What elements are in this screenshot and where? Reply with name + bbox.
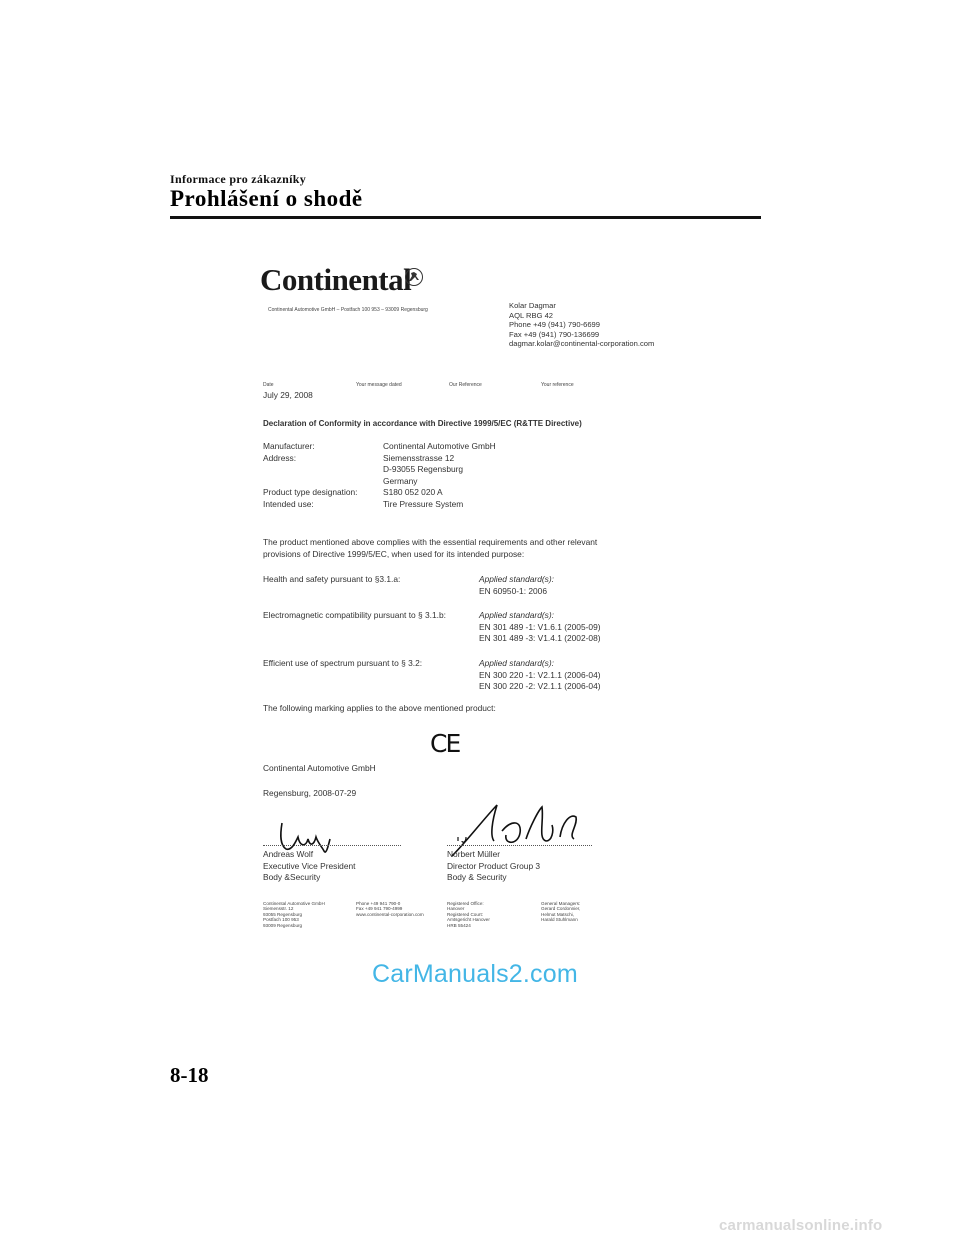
- carmanuals-watermark: CarManuals2.com: [372, 960, 578, 988]
- intro-line: The product mentioned above complies with the essential requirements and other relevant: [263, 537, 598, 547]
- field-row: [263, 464, 523, 476]
- field-value: Siemensstrasse 12: [383, 452, 455, 463]
- field-label: Product type designation:: [263, 487, 358, 498]
- intro-line: provisions of Directive 1999/5/EC, when used for its intended purpose:: [263, 548, 525, 559]
- field-value: S180 052 020 A: [383, 487, 443, 498]
- field-label: [263, 476, 383, 488]
- contact-dept: AQL RBG 42: [509, 310, 554, 320]
- field-value: Germany: [383, 475, 418, 486]
- field-value: Continental Automotive GmbH: [383, 441, 496, 451]
- sender-line: Continental Automotive GmbH – Postfach 100 953 – 93009 Regensburg: [268, 307, 428, 313]
- req-label-emc: Electromagnetic compatibility pursuant to § 3.1.b:: [263, 610, 446, 620]
- field-label: Manufacturer:: [263, 441, 315, 451]
- compliance-intro: [263, 537, 597, 560]
- site-watermark: carmanualsonline.info: [719, 1217, 883, 1234]
- field-value: D-93055 Regensburg: [383, 464, 464, 475]
- declaration-heading: Declaration of Conformity in accordance with Directive 1999/5/EC (R&TTE Directive): [263, 419, 582, 428]
- footer-contact: Phone +49 941 790-0 Fax +49 941 790-4999 www.continental-corporation.com: [356, 901, 424, 917]
- field-row: [263, 441, 523, 453]
- ref-label-message: Your message dated: [356, 382, 402, 388]
- contact-phone: Phone +49 (941) 790-6699: [509, 320, 600, 330]
- footer-registry: Registered Office: Hanover Registered Court: Amtsgericht Hanover HRB 55424: [447, 901, 490, 928]
- req-standards-spectrum: [479, 658, 601, 693]
- letter-date: July 29, 2008: [263, 390, 313, 400]
- standard-item: EN 300 220 -1: V2.1.1 (2006-04): [479, 669, 601, 680]
- req-label-spectrum: Efficient use of spectrum pursuant to § 3.2:: [263, 658, 423, 668]
- standard-item: EN 301 489 -3: V1.4.1 (2002-08): [479, 633, 601, 644]
- std-label: Applied standard(s):: [479, 658, 554, 668]
- logo-initial: C: [260, 262, 282, 297]
- page-number: 8-18: [170, 1063, 209, 1087]
- page-title: Prohlášení o shodě: [170, 186, 363, 211]
- ref-label-date: Date: [263, 382, 274, 388]
- field-label: Intended use:: [263, 498, 314, 509]
- footer-managers: General Managers: Gerard Cordonnier, Helmut Matschi, Harald Stuhlmann: [541, 901, 581, 923]
- logo-text: ontinental: [281, 262, 412, 297]
- standard-item: EN 60950-1: 2006: [479, 585, 547, 596]
- place-date: Regensburg, 2008-07-29: [263, 788, 357, 798]
- signatory-title: Director Product Group 3: [447, 860, 541, 871]
- signatory-dept: Body &Security: [263, 872, 321, 883]
- field-value: Tire Pressure System: [383, 498, 464, 509]
- ref-label-your: Your reference: [541, 382, 574, 388]
- signature-line-2: [447, 845, 592, 846]
- standard-item: EN 301 489 -1: V1.6.1 (2005-09): [479, 621, 601, 632]
- section-label: Informace pro zákazníky: [170, 172, 307, 186]
- std-label: Applied standard(s):: [479, 574, 554, 584]
- signature-line-1: [263, 845, 401, 846]
- req-standards-emc: [479, 610, 601, 645]
- company-name: Continental Automotive GmbH: [263, 763, 376, 773]
- title-divider: [170, 216, 761, 219]
- field-label: [263, 464, 383, 476]
- req-standards-health: [479, 574, 554, 597]
- field-row: [263, 487, 523, 499]
- std-label: Applied standard(s):: [479, 610, 554, 620]
- ce-mark: CE: [430, 729, 460, 758]
- ref-label-our: Our Reference: [449, 382, 482, 388]
- signatory-dept: Body & Security: [447, 872, 507, 883]
- req-label-health: Health and safety pursuant to §3.1.a:: [263, 574, 401, 584]
- standard-item: EN 300 220 -2: V2.1.1 (2006-04): [479, 681, 601, 692]
- signatory-title: Executive Vice President: [263, 860, 356, 871]
- contact-fax: Fax +49 (941) 790-136699: [509, 329, 600, 339]
- signatory-name: Andreas Wolf: [263, 849, 314, 859]
- field-row: [263, 453, 523, 465]
- field-label: Address:: [263, 452, 297, 463]
- signatory-name: Norbert Müller: [447, 849, 501, 859]
- footer-address: Continental Automotive GmbH Siemensstr. 12 93055 Regensburg Postfach 100 953 93009 Regensburg: [263, 901, 325, 928]
- signatory-1: [263, 849, 356, 884]
- horse-emblem-icon: [404, 267, 424, 287]
- product-fields: [263, 441, 523, 511]
- contact-email: dagmar.kolar@continental-corporation.com: [509, 339, 655, 349]
- continental-logo: [260, 262, 411, 298]
- field-row: [263, 499, 523, 511]
- contact-block: [509, 301, 654, 349]
- field-row: [263, 476, 523, 488]
- signatory-2: [447, 849, 540, 884]
- marking-text: The following marking applies to the above mentioned product:: [263, 703, 496, 713]
- contact-name: Kolar Dagmar: [509, 301, 556, 310]
